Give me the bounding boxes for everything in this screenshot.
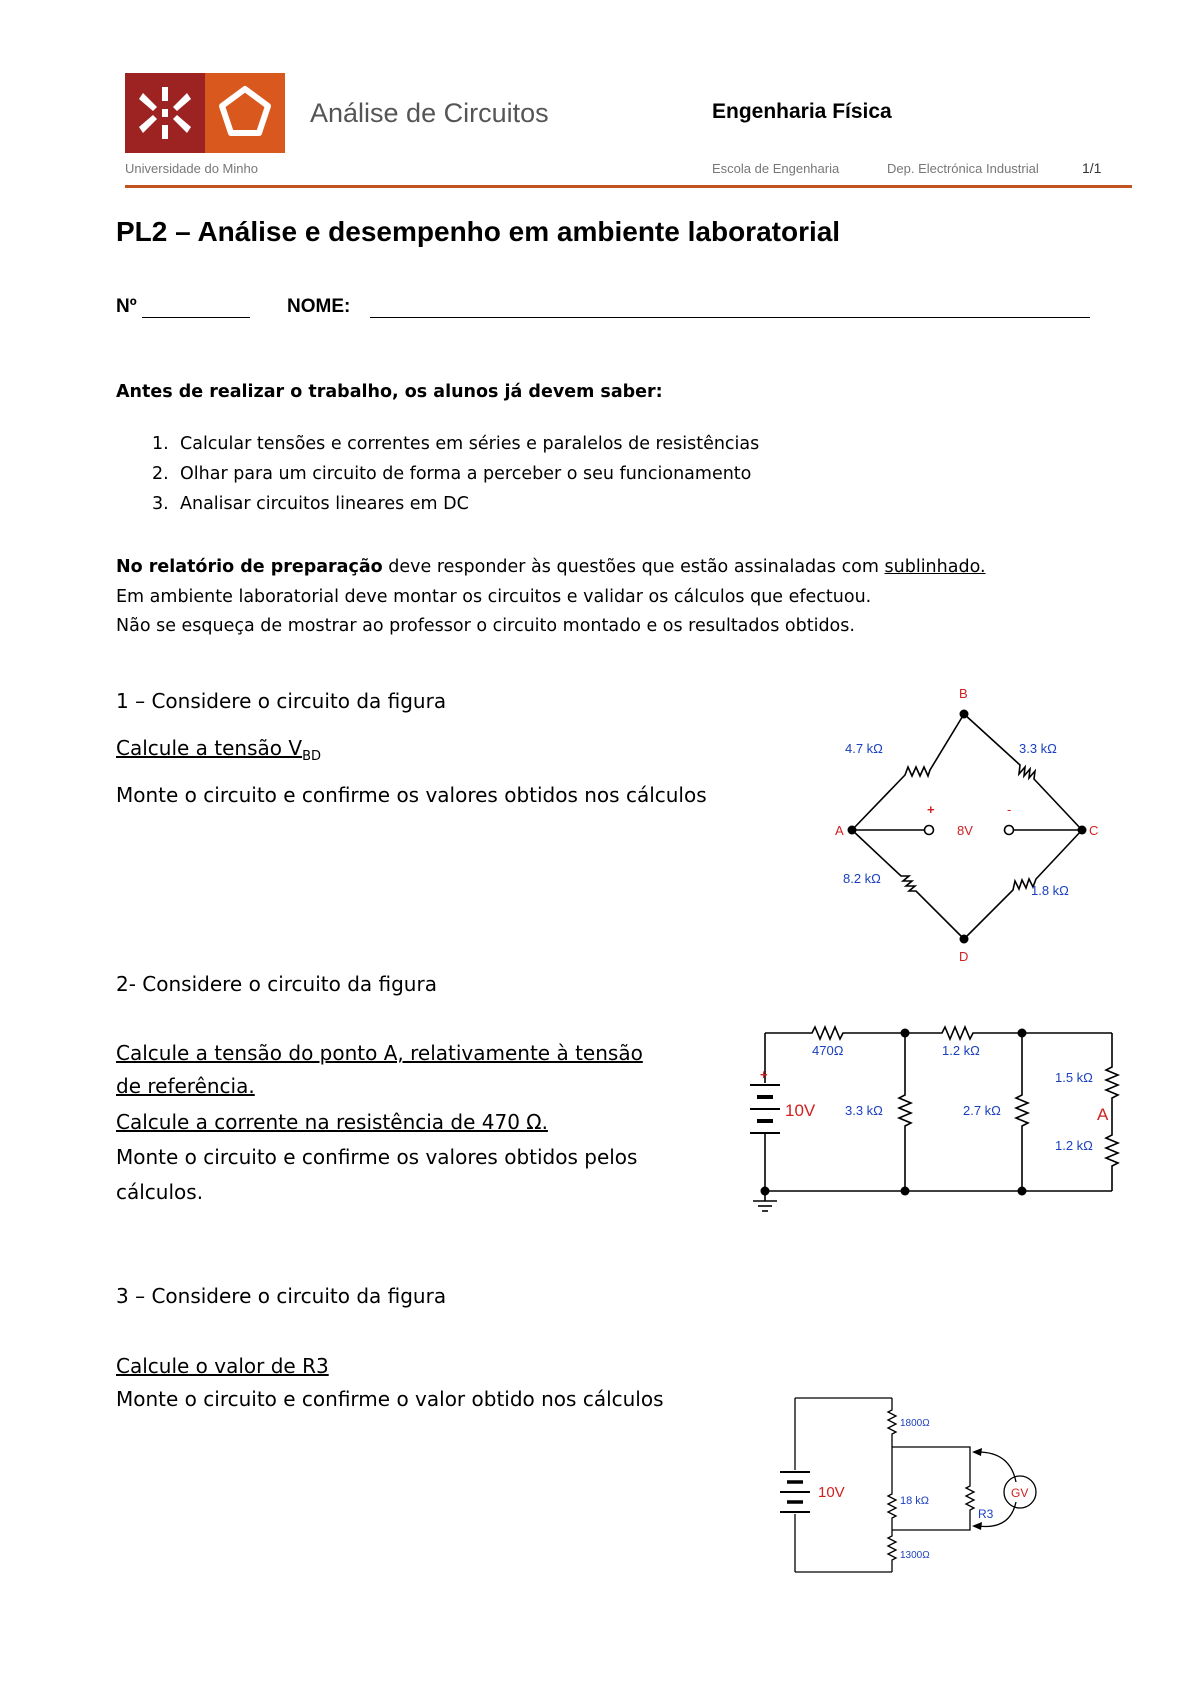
instruction-underlined: sublinhado. (884, 557, 986, 577)
q1-resistor-bc-label: 3.3 kΩ (1019, 741, 1057, 756)
instruction-line-1 (116, 557, 986, 577)
q2-heading: 2- Considere o circuito da figura (116, 972, 437, 996)
q3-r18k-label: 18 kΩ (900, 1495, 930, 1507)
q1-resistor-ad-label: 8.2 kΩ (843, 871, 881, 886)
prereq-list (116, 434, 759, 524)
q2-r1200b-label: 1.2 kΩ (1055, 1138, 1093, 1153)
prereq-heading: Antes de realizar o trabalho, os alunos já devem saber: (116, 382, 663, 402)
q1-task (116, 736, 321, 764)
pentagon-icon (205, 73, 285, 153)
university-logo-mark (125, 73, 205, 153)
q2-r1500-label: 1.5 kΩ (1055, 1070, 1093, 1085)
course-title: Análise de Circuitos (310, 98, 549, 128)
q1-text: Monte o circuito e confirme os valores obtidos nos cálculos (116, 783, 707, 807)
list-item-text: Analisar circuitos lineares em DC (180, 494, 469, 514)
number-field[interactable] (142, 317, 250, 318)
q3-circuit-figure (760, 1390, 1060, 1580)
instruction-emphasis: No relatório de preparação (116, 557, 383, 577)
q1-source-minus: - (1007, 802, 1012, 817)
document-title: PL2 – Análise e desempenho em ambiente laboratorial (116, 216, 841, 247)
q3-task: Calcule o valor de R3 (116, 1354, 329, 1378)
q1-node-a: A (835, 823, 844, 838)
instruction-text: deve responder às questões que estão assinaladas com (382, 557, 885, 577)
instruction-line-2: Em ambiente laboratorial deve montar os circuitos e validar os cálculos que efectuou. (116, 587, 872, 607)
q3-r1800-label: 1800Ω (900, 1418, 930, 1429)
school-name: Escola de Engenharia (712, 161, 840, 176)
list-item-number: 1. (152, 434, 169, 454)
department-name: Dep. Electrónica Industrial (887, 161, 1039, 176)
q1-heading: 1 – Considere o circuito da figura (116, 689, 447, 713)
q1-source-plus: + (927, 802, 935, 817)
q3-source-label: 10V (818, 1484, 845, 1501)
q1-source-label: 8V (957, 823, 973, 838)
list-item-number: 3. (152, 494, 169, 514)
university-logo (125, 73, 285, 153)
name-label: NOME: (287, 296, 351, 317)
name-field[interactable] (370, 317, 1090, 318)
list-item (116, 434, 759, 464)
q3-heading: 3 – Considere o circuito da figura (116, 1284, 447, 1308)
list-item (116, 464, 759, 494)
program-name: Engenharia Física (712, 100, 892, 123)
q2-circuit-figure (730, 1015, 1125, 1225)
q2-r1200-label: 1.2 kΩ (942, 1043, 980, 1058)
q2-r2700-label: 2.7 kΩ (963, 1103, 1001, 1118)
q2-source-plus: + (760, 1067, 768, 1082)
page-number: 1/1 (1082, 160, 1102, 176)
q2-text-b: cálculos. (116, 1180, 204, 1204)
university-name: Universidade do Minho (125, 161, 258, 176)
q2-text-a: Monte o circuito e confirme os valores obtidos pelos (116, 1145, 638, 1169)
q2-task-2: Calcule a corrente na resistência de 470 Ω. (116, 1110, 548, 1134)
q1-resistor-ab-label: 4.7 kΩ (845, 741, 883, 756)
q2-r3300-label: 3.3 kΩ (845, 1103, 883, 1118)
list-item-text: Olhar para um circuito de forma a perceber o seu funcionamento (180, 464, 752, 484)
university-emblem-icon (125, 73, 205, 153)
q3-r3-label: R3 (978, 1507, 994, 1521)
q3-r1300-label: 1300Ω (900, 1550, 930, 1561)
q1-task-subscript: BD (302, 749, 321, 764)
q2-task-1b: de referência. (116, 1074, 255, 1098)
list-item-number: 2. (152, 464, 169, 484)
q2-node-a: A (1097, 1105, 1109, 1124)
q1-node-c: C (1089, 823, 1099, 838)
q1-task-text: Calcule a tensão V (116, 736, 303, 760)
number-label: Nº (116, 296, 137, 317)
q1-node-d: D (959, 949, 969, 964)
q2-task-1a: Calcule a tensão do ponto A, relativamente à tensão (116, 1041, 643, 1065)
school-logo-mark (205, 73, 285, 153)
q3-meter-label: GV (1011, 1486, 1029, 1500)
q2-r470-label: 470Ω (812, 1043, 844, 1058)
q1-node-b: B (959, 686, 968, 701)
header-divider (125, 185, 1132, 188)
list-item-text: Calcular tensões e correntes em séries e paralelos de resistências (180, 434, 760, 454)
q3-text: Monte o circuito e confirme o valor obtido nos cálculos (116, 1387, 664, 1411)
instruction-line-3: Não se esqueça de mostrar ao professor o circuito montado e os resultados obtidos. (116, 616, 855, 636)
q1-resistor-dc-label: 1.8 kΩ (1031, 883, 1069, 898)
q1-circuit-figure (825, 680, 1115, 965)
list-item (116, 494, 759, 524)
q2-source-label: 10V (785, 1101, 816, 1120)
